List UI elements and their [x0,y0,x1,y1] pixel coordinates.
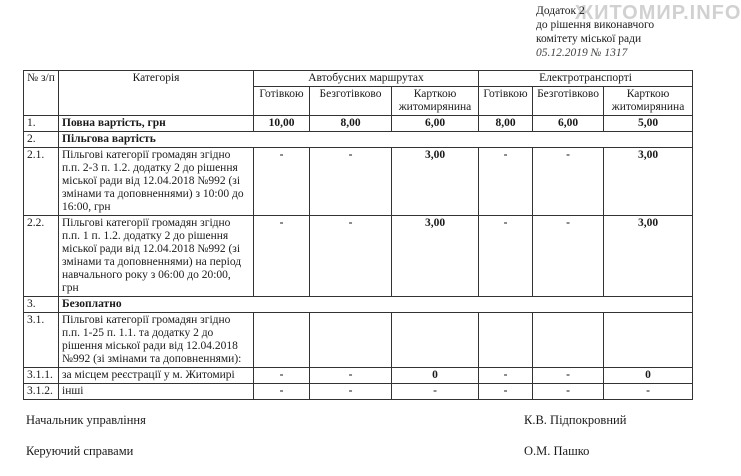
fare-cell: 5,00 [604,116,693,132]
header-bus-card: Карткою житомирянина [392,87,479,116]
row-category: інші [59,384,254,400]
row-num: 2.1. [24,148,59,216]
fare-cell: - [533,148,604,216]
appendix-line-committee: комітету міської ради [536,33,642,45]
appendix-title: Додаток 2 [536,5,585,17]
header-electro: Електротранспорті [479,71,693,87]
fare-cell: - [254,368,310,384]
empty-cell [533,313,604,368]
row-category: Повна вартість, грн [59,116,254,132]
fare-cell: - [310,384,392,400]
signature-position: Керуючий справами [26,444,134,458]
signature-position: Начальник управління [26,413,146,427]
table-row [24,297,693,313]
appendix-date-number: 05.12.2019 № 1317 [536,47,628,59]
row-category: за місцем реєстрації у м. Житомирі [59,368,254,384]
row-num: 3.1.2. [24,384,59,400]
table-row [24,132,693,148]
fare-cell: - [310,368,392,384]
fare-cell: 6,00 [533,116,604,132]
table-row [24,368,693,384]
table-row [24,384,693,400]
fare-cell: - [479,148,533,216]
fare-cell: - [254,148,310,216]
fare-cell: - [533,384,604,400]
fare-cell: 6,00 [392,116,479,132]
fare-cell: 10,00 [254,116,310,132]
table-row [24,216,693,297]
fare-cell: 8,00 [479,116,533,132]
appendix-header [536,4,702,60]
fare-cell: - [479,368,533,384]
fare-cell: 3,00 [604,216,693,297]
table-row [24,313,693,368]
header-bus-cashless: Безготівково [310,87,392,116]
header-category: Категорія [59,71,254,116]
row-num: 2.2. [24,216,59,297]
signature-name: К.В. Підпокровний [524,413,627,427]
empty-cell [604,313,693,368]
empty-cell [392,313,479,368]
fare-cell: - [254,384,310,400]
header-num: № з/п [24,71,59,116]
empty-cell [479,313,533,368]
table-row [24,116,693,132]
fare-cell: 0 [604,368,693,384]
empty-cell [310,313,392,368]
header-bus-cash: Готівкою [254,87,310,116]
row-num: 2. [24,132,59,148]
header-bus: Автобусних маршрутах [254,71,479,87]
fare-cell: 3,00 [604,148,693,216]
row-category: Пільгові категорії громадян згідно п.п. 1-25 п. 1.1. та додатку 2 до рішення міської ради від 12.04.2018 №992 (зі змінами та доповненнями): [59,313,254,368]
fares-table [23,70,693,400]
fare-cell: - [604,384,693,400]
appendix-line-decision: до рішення виконавчого [536,19,655,31]
row-category: Пільгові категорії громадян згідно п.п. 2-3 п. 1.2. додатку 2 до рішення міської ради від 12.04.2018 №992 (зі змінами та доповненнями) з 10:00 до 16:00, грн [59,148,254,216]
header-row-groups [24,71,693,87]
row-category: Пільгова вартість [59,132,693,148]
watermark-logo: ЖИТОМИР.INFO [575,2,741,24]
header-electro-card: Карткою житомирянина [604,87,693,116]
header-electro-cash: Готівкою [479,87,533,116]
fare-cell: 8,00 [310,116,392,132]
row-num: 1. [24,116,59,132]
fare-cell: - [533,216,604,297]
fare-cell: - [310,216,392,297]
signature-name: О.М. Пашко [524,444,590,458]
empty-cell [254,313,310,368]
row-category: Пільгові категорії громадян згідно п.п. 1 п. 1.2. додатку 2 до рішення міської ради від 12.04.2018 №992 (зі змінами та доповненнями) на період навчального року з 06:00 до 20:00, грн [59,216,254,297]
fare-cell: - [479,216,533,297]
fare-cell: 0 [392,368,479,384]
row-num: 3.1.1. [24,368,59,384]
fare-cell: - [479,384,533,400]
fare-cell: 3,00 [392,148,479,216]
row-category: Безоплатно [59,297,693,313]
fare-cell: 3,00 [392,216,479,297]
fare-cell: - [310,148,392,216]
row-num: 3.1. [24,313,59,368]
table-row [24,148,693,216]
fare-cell: - [254,216,310,297]
row-num: 3. [24,297,59,313]
header-electro-cashless: Безготівково [533,87,604,116]
fare-cell: - [392,384,479,400]
fare-cell: - [533,368,604,384]
